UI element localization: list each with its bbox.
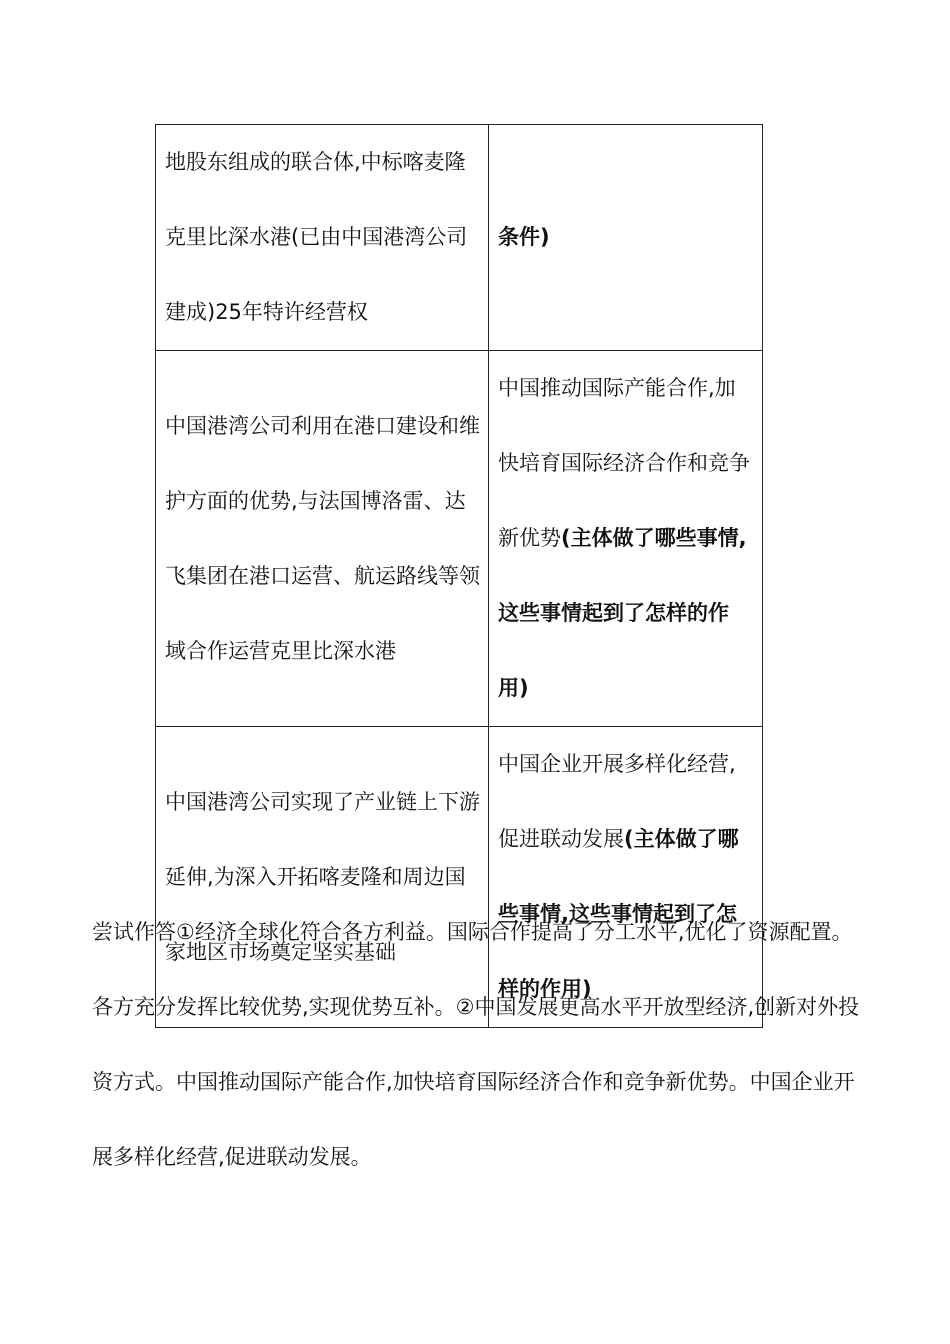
analysis-hint: (主体做了哪些事情,这些事情起到了怎样的作用) <box>498 526 747 700</box>
analysis-hint: 条件) <box>498 225 550 249</box>
answer-paragraph: 尝试作答①经济全球化符合各方利益。国际合作提高了分工水平,优化了资源配置。各方充分发挥比较优势,实现优势互补。②中国发展更高水平开放型经济,创新对外投资方式。中国推动国际产能合作,加快培育国际经济合作和竞争新优势。中国企业开展多样化经营,促进联动发展。 <box>92 920 860 1169</box>
material-text: 中国港湾公司实现了产业链上下游延伸,为深入开拓喀麦隆和周边国家地区市场奠定坚实基础 <box>165 789 480 964</box>
analysis-table <box>155 124 763 1028</box>
material-text: 中国港湾公司利用在港口建设和维护方面的优势,与法国博洛雷、达飞集团在港口运营、航运路线等领域合作运营克里比深水港 <box>165 413 480 663</box>
analysis-hint: (主体做了哪些事情,这些事情起到了怎样的作用) <box>498 827 739 1001</box>
analysis-text: 中国企业开展多样化经营,促进联动发展 <box>498 752 736 851</box>
material-cell <box>156 351 489 727</box>
analysis-cell <box>489 351 763 727</box>
table-row <box>156 125 763 351</box>
material-cell <box>156 125 489 351</box>
material-text: 地股东组成的联合体,中标喀麦隆克里比深水港(已由中国港湾公司建成)25年特许经营权 <box>165 150 468 324</box>
table-row <box>156 351 763 727</box>
analysis-cell <box>489 125 763 351</box>
analysis-text: 中国推动国际产能合作,加快培育国际经济合作和竞争新优势 <box>498 376 750 550</box>
